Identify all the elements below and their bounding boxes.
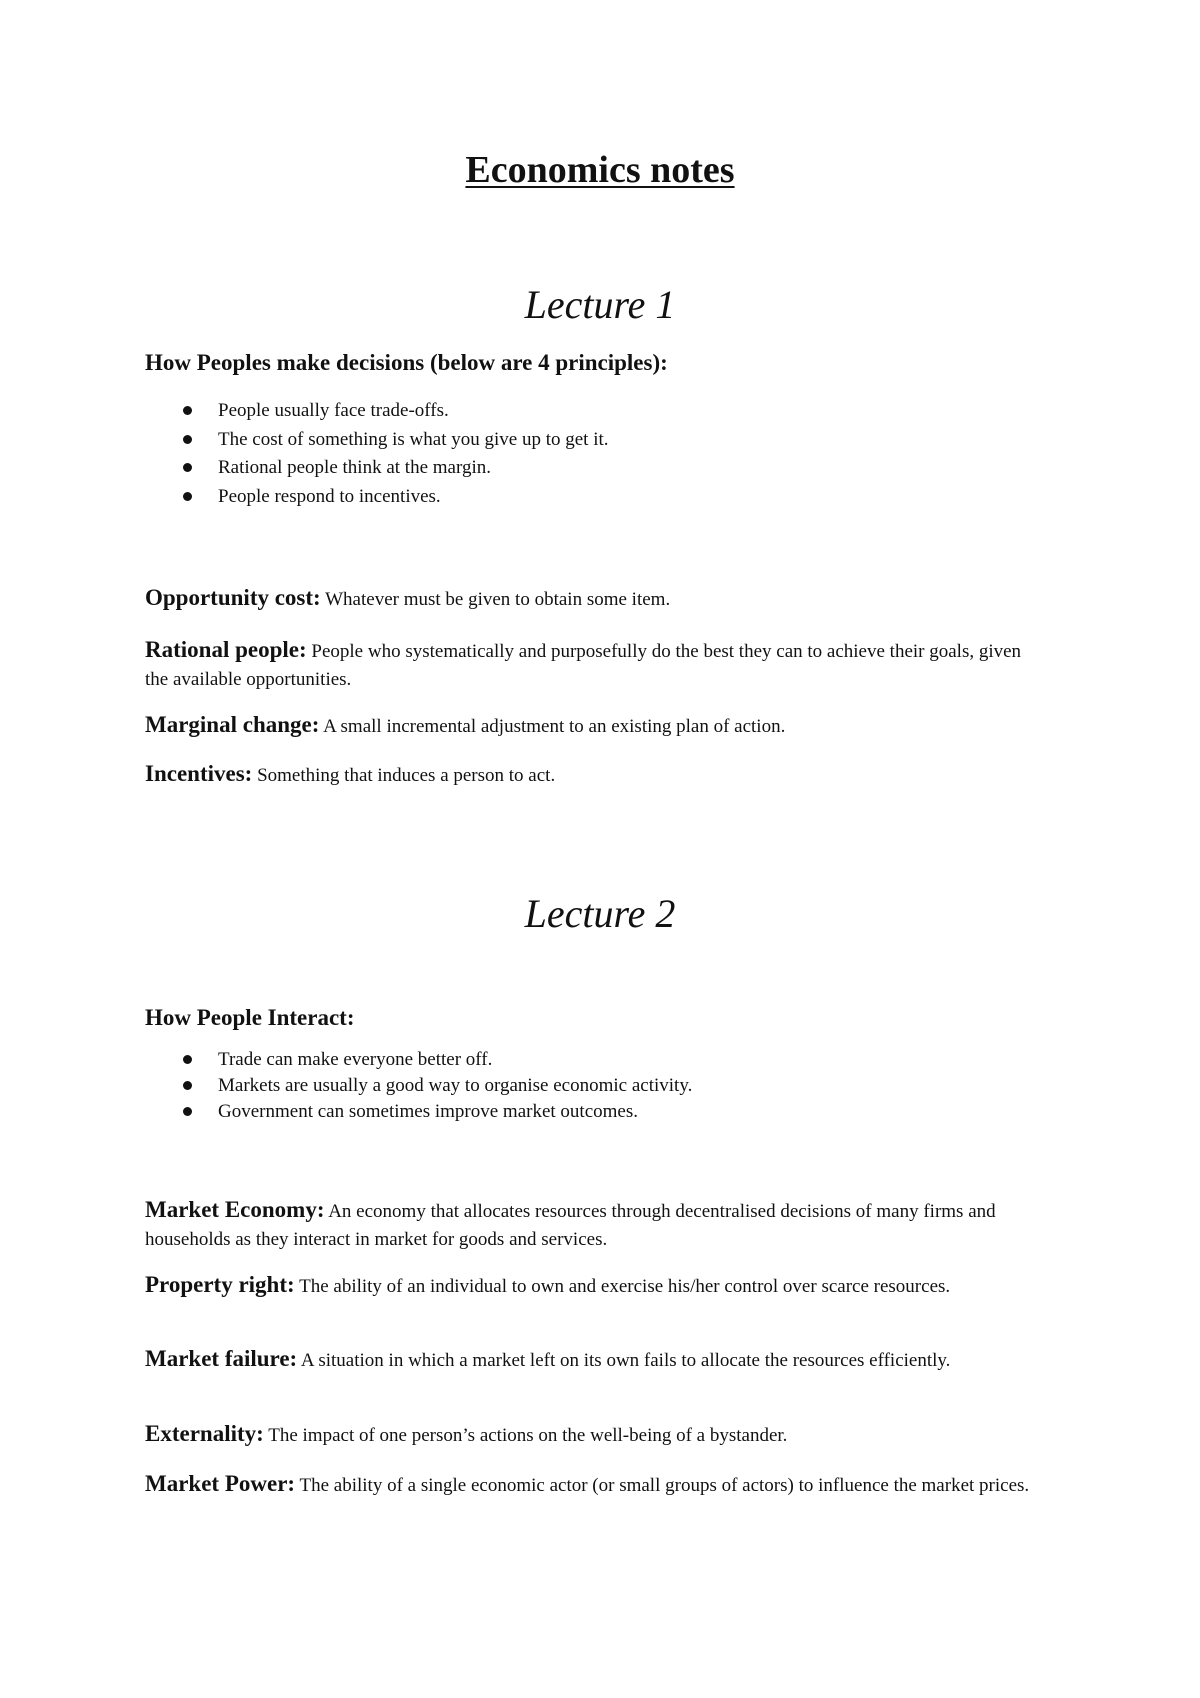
lecture-1-section-heading: How Peoples make decisions (below are 4 principles): <box>145 350 668 375</box>
definition-property-right <box>145 1271 1045 1301</box>
definition-text: A situation in which a market left on its own fails to allocate the resources efficiently. <box>300 1350 951 1371</box>
lecture-2-heading: Lecture 2 <box>524 891 676 936</box>
definition-text: The ability of an individual to own and exercise his/her control over scarce resources. <box>299 1276 951 1297</box>
definition-term: Marginal change: <box>145 712 320 737</box>
definition-text: A small incremental adjustment to an existing plan of action. <box>323 716 786 737</box>
list-item <box>183 483 609 512</box>
definition-term: Rational people: <box>145 637 307 662</box>
definition-term: Market Economy: <box>145 1197 325 1222</box>
lecture-2-section-heading: How People Interact: <box>145 1005 355 1030</box>
lecture-1-principles-list <box>183 397 609 511</box>
definition-incentives <box>145 760 1045 790</box>
definition-text: The impact of one person’s actions on the well-being of a bystander. <box>268 1425 788 1446</box>
definition-term: Externality: <box>145 1421 264 1446</box>
definition-text: Something that induces a person to act. <box>257 765 556 786</box>
list-item-text: People respond to incentives. <box>218 485 441 507</box>
definition-text: Whatever must be given to obtain some item. <box>325 589 671 610</box>
definition-rational-people <box>145 636 1045 694</box>
bullet-icon <box>183 492 192 501</box>
definition-text: An economy that allocates resources through decentralised decisions of many firms and households as they interact in market for goods and services. <box>145 1201 996 1250</box>
lecture-2-interaction-list <box>183 1047 692 1125</box>
definition-term: Property right: <box>145 1272 295 1297</box>
bullet-icon <box>183 406 192 415</box>
definition-market-economy <box>145 1196 1045 1254</box>
bullet-icon <box>183 1055 192 1064</box>
list-item-text: Trade can make everyone better off. <box>218 1049 493 1070</box>
definition-market-failure <box>145 1345 1045 1375</box>
list-item-text: The cost of something is what you give up to get it. <box>218 428 609 450</box>
bullet-icon <box>183 435 192 444</box>
document-title: Economics notes <box>465 149 735 191</box>
list-item <box>183 397 609 426</box>
list-item-text: Rational people think at the margin. <box>218 457 491 478</box>
definition-term: Opportunity cost: <box>145 585 321 610</box>
definition-term: Market failure: <box>145 1346 298 1371</box>
bullet-icon <box>183 1107 192 1116</box>
definition-marginal-change <box>145 711 1045 741</box>
bullet-icon <box>183 463 192 472</box>
definition-text: The ability of a single economic actor (or small groups of actors) to influence the market prices. <box>299 1475 1030 1496</box>
lecture-1-heading: Lecture 1 <box>524 282 676 327</box>
definition-market-power <box>145 1470 1045 1500</box>
definition-term: Market Power: <box>145 1471 296 1496</box>
list-item <box>183 454 609 483</box>
bullet-icon <box>183 1081 192 1090</box>
definition-opportunity-cost <box>145 584 1045 614</box>
list-item <box>183 1047 692 1073</box>
definition-term: Incentives: <box>145 761 253 786</box>
list-item-text: People usually face trade-offs. <box>218 400 449 421</box>
list-item-text: Markets are usually a good way to organise economic activity. <box>218 1075 693 1096</box>
definition-externality <box>145 1420 1045 1450</box>
list-item <box>183 1073 692 1099</box>
list-item <box>183 1099 692 1125</box>
list-item <box>183 426 609 455</box>
definition-text: People who systematically and purposefully do the best they can to achieve their goals, given the available opportunities. <box>145 641 1022 690</box>
list-item-text: Government can sometimes improve market outcomes. <box>218 1101 638 1122</box>
